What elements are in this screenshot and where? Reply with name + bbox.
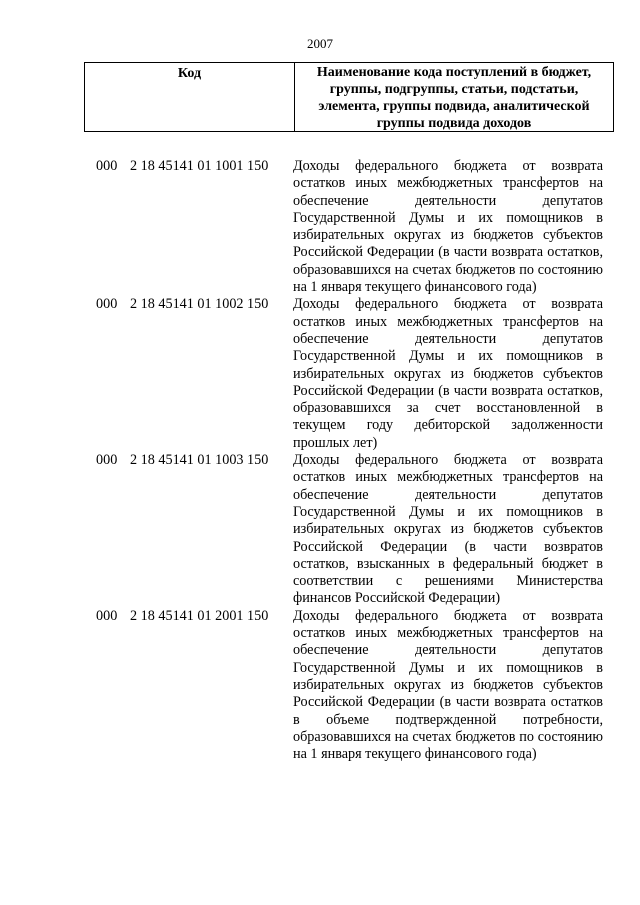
header-code-column: Код <box>85 63 295 131</box>
revenue-name: Доходы федерального бюджета от возврата остатков иных межбюджетных трансфертов на обеспечение деятельности депутатов Государственной Думы и их помощников в избирательных округах из бюджетов субъектов Российской Федерации (в части возврата остатков в объеме подтвержденной потребности, образовавшихся на счетах бюджетов по состоянию на 1 января текущего финансового года) <box>293 607 603 763</box>
revenue-name: Доходы федерального бюджета от возврата остатков иных межбюджетных трансфертов на обеспечение деятельности депутатов Государственной Думы и их помощников в избирательных округах из бюджетов субъектов Российской Федерации (в части возврата остатков, образовавшихся на счетах бюджетов по состоянию на 1 января текущего финансового года) <box>293 158 603 296</box>
revenue-code: 2 18 45141 01 1002 150 <box>130 296 269 313</box>
admin-code: 000 <box>96 296 118 313</box>
revenue-code: 2 18 45141 01 1001 150 <box>130 158 269 174</box>
revenue-code: 2 18 45141 01 2001 150 <box>130 607 269 624</box>
table-row <box>0 452 640 608</box>
revenue-name: Доходы федерального бюджета от возврата остатков иных межбюджетных трансфертов на обеспечение деятельности депутатов Государственной Думы и их помощников в избирательных округах из бюджетов субъектов Российской Федерации (в части возврата остатков, образовавшихся за счет восстановленной в текущем году дебиторской задолженности прошлых лет) <box>293 296 603 451</box>
table-body <box>0 158 640 763</box>
header-name-column: Наименование кода поступлений в бюджет, группы, подгруппы, статьи, подстатьи, элемента, группы подвида, аналитической группы подвида доходов <box>316 65 592 131</box>
page-number: 2007 <box>307 36 333 51</box>
revenue-code: 2 18 45141 01 1003 150 <box>130 452 269 469</box>
table-row <box>0 608 640 764</box>
revenue-name: Доходы федерального бюджета от возврата остатков иных межбюджетных трансфертов на обеспечение деятельности депутатов Государственной Думы и их помощников в избирательных округах из бюджетов субъектов Российской Федерации (в части возвратов остатков, взысканных в федеральный бюджет в соответствии с решениями Министерства финансов Российской Федерации) <box>293 452 603 607</box>
table-header <box>84 62 614 132</box>
admin-code: 000 <box>96 158 118 174</box>
admin-code: 000 <box>96 452 118 469</box>
table-row <box>0 158 640 296</box>
table-row <box>0 296 640 452</box>
admin-code: 000 <box>96 607 118 624</box>
